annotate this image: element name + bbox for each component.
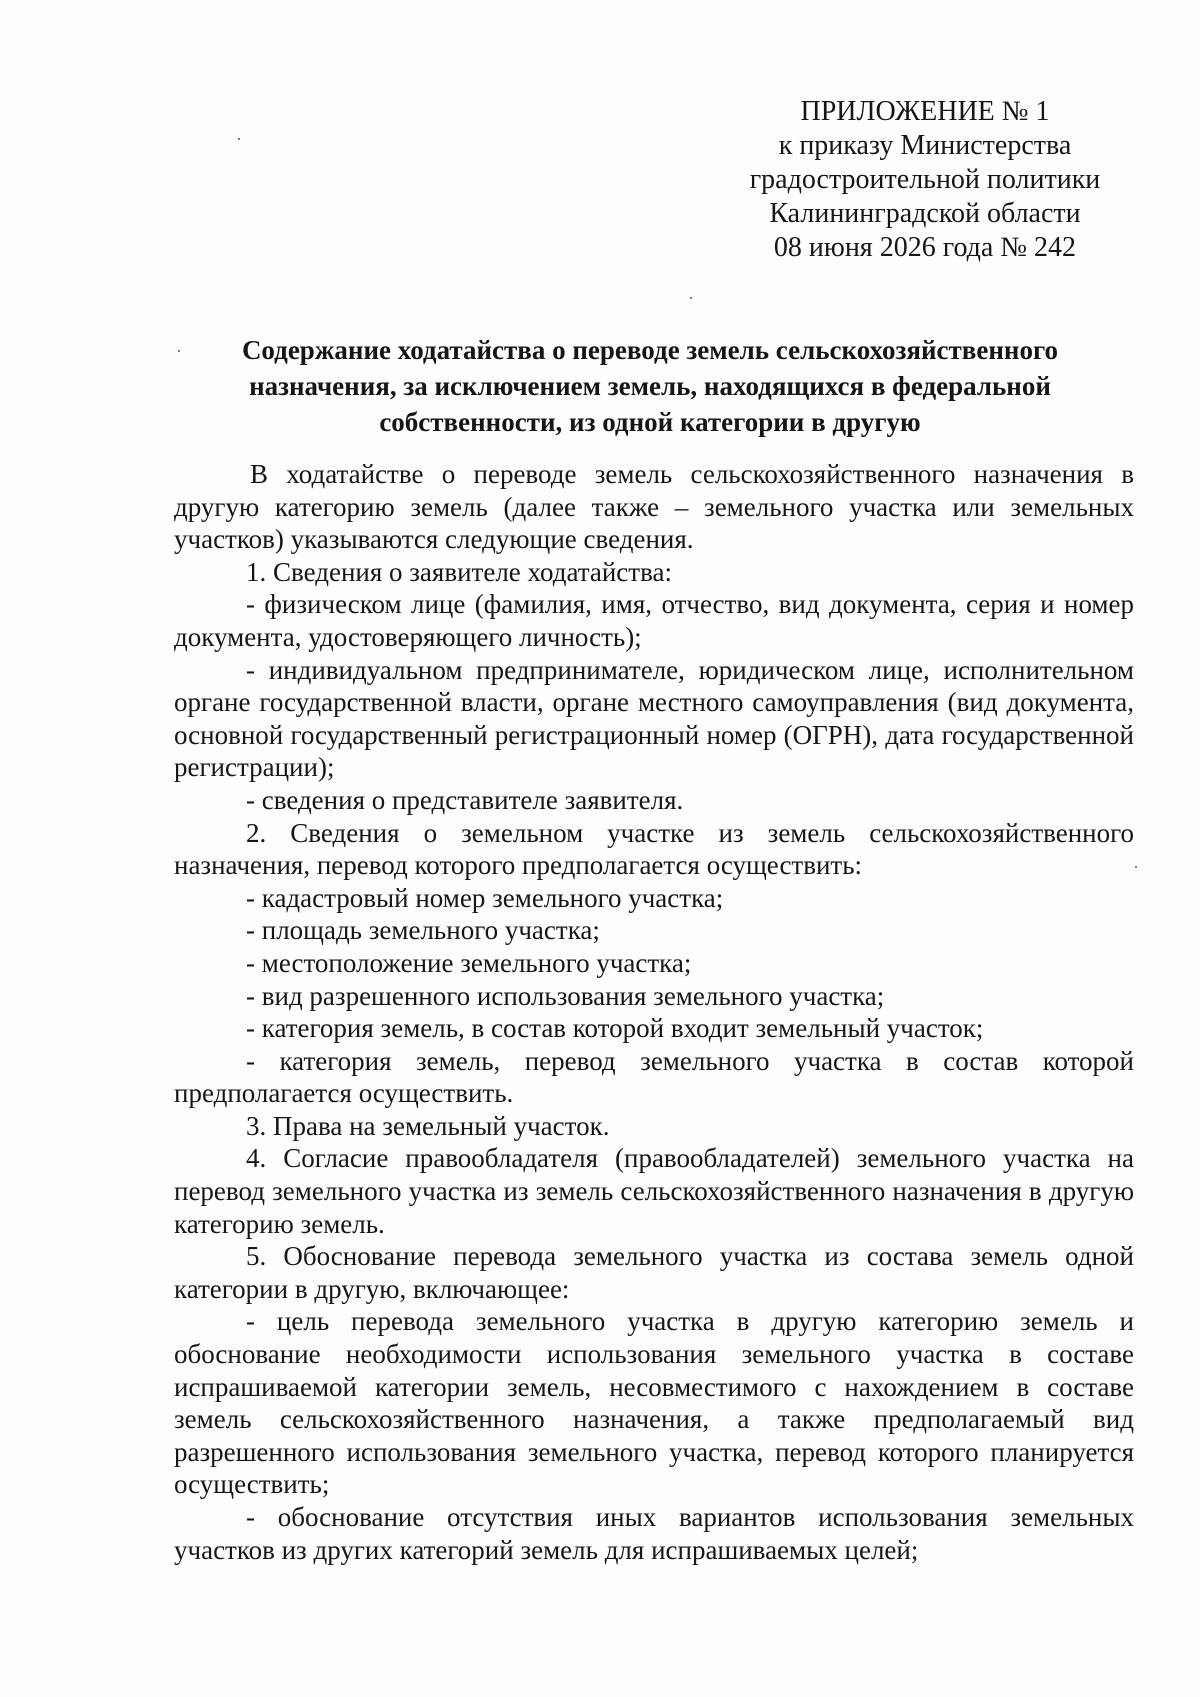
scan-speck	[1135, 866, 1137, 868]
scan-speck	[238, 138, 240, 140]
section-2-heading: 2. Сведения о земельном участке из земель сельскохозяйственного назначения, перевод которого предполагается осуществить:	[174, 817, 1134, 881]
list-item: - категория земель, перевод земельного участка в состав которой предполагается осуществить.	[174, 1045, 1134, 1109]
list-item: - вид разрешенного использования земельного участка;	[246, 980, 885, 1011]
appendix-date-number: 08 июня 2026 года № 242	[773, 232, 1077, 263]
scan-speck	[178, 350, 180, 352]
list-item: - физическом лице (фамилия, имя, отчество, вид документа, серия и номер документа, удостоверяющего личность);	[174, 589, 1134, 652]
section-5-heading: 5. Обоснование перевода земельного участка из состава земель одной категории в другую, включающее:	[174, 1241, 1134, 1304]
title-line: Содержание ходатайства о переводе земель сельскохозяйственного	[241, 335, 1059, 365]
document-title	[170, 332, 1130, 440]
section-4-paragraph: 4. Согласие правообладателя (правообладателей) земельного участка на перевод земельного участка из земель сельскохозяйственного назначения в другую категорию земель.	[174, 1143, 1134, 1239]
list-item: - сведения о представителе заявителя.	[246, 784, 684, 815]
section-3-heading: 3. Права на земельный участок.	[246, 1110, 610, 1141]
title-line: назначения, за исключением земель, находящихся в федеральной	[249, 371, 1051, 401]
list-item: - местоположение земельного участка;	[246, 947, 692, 978]
scan-speck	[690, 297, 692, 299]
section-1-heading: 1. Сведения о заявителе ходатайства:	[246, 556, 672, 587]
appendix-header	[730, 95, 1120, 265]
intro-paragraph: В ходатайстве о переводе земель сельскохозяйственного назначения в другую категорию земель (далее также – земельного участка или земельных участков) указываются следующие сведения.	[174, 459, 1134, 555]
list-item: - индивидуальном предпринимателе, юридическом лице, исполнительном органе государственной власти, органе местного самоуправления (вид документа, основной государственный регистрационный номер (ОГРН), дата государственной регистрации);	[174, 654, 1134, 783]
title-line: собственности, из одной категории в другую	[379, 407, 921, 437]
appendix-region: Калининградской области	[769, 198, 1081, 229]
appendix-ministry: градостроительной политики	[749, 164, 1101, 195]
list-item: - цель перевода земельного участка в другую категорию земель и обоснование необходимости использования земельного участка в составе испрашиваемой категории земель, несовместимого с нахождением в составе земель сельскохозяйственного назначения, а также предполагаемый вид разрешенного использования земельного участка, перевод которого планируется осуществить;	[174, 1306, 1134, 1500]
list-item: - площадь земельного участка;	[246, 915, 600, 946]
document-body	[174, 458, 1134, 1566]
list-item: - кадастровый номер земельного участка;	[246, 882, 724, 913]
appendix-order-ref: к приказу Министерства	[778, 130, 1072, 161]
list-item: - обоснование отсутствия иных вариантов использования земельных участков из других категорий земель для испрашиваемых целей;	[174, 1502, 1134, 1565]
list-item: - категория земель, в состав которой входит земельный участок;	[246, 1013, 984, 1044]
appendix-number: ПРИЛОЖЕНИЕ № 1	[800, 96, 1050, 127]
